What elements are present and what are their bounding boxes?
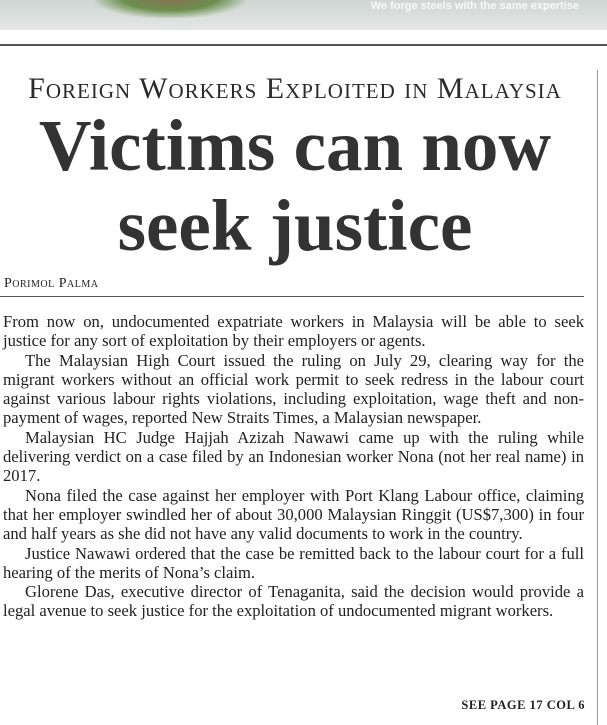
byline-divider xyxy=(0,296,584,297)
advertisement-teaser: We forge steels with the same expertise xyxy=(370,0,579,12)
paragraph: The Malaysian High Court issued the ruling on July 29, clearing way for the migrant workers without an official work permit to seek redress in the labour court against various labour rights violations, including exploitation, wage theft and non-payment of wages, reported New Straits Times, a Malaysian newspaper. xyxy=(3,350,584,428)
column-divider xyxy=(597,70,598,725)
paragraph: From now on, undocumented expatriate workers in Malaysia will be able to seek justice for any sort of exploitation by their employers or agents. xyxy=(3,312,584,351)
paragraph: Justice Nawawi ordered that the case be remitted back to the labour court for a full hearing of the merits of Nona’s claim. xyxy=(3,543,584,582)
advertisement-photo xyxy=(95,0,245,18)
top-photo-strip xyxy=(0,0,607,30)
kicker: Foreign Workers Exploited in Malaysia xyxy=(28,72,562,105)
headline: Victims can now seek justice xyxy=(38,105,552,266)
continuation-reference: SEE PAGE 17 COL 6 xyxy=(461,698,585,712)
top-divider xyxy=(0,44,607,46)
paragraph: Nona filed the case against her employer with Port Klang Labour office, claiming that her employer swindled her of about 30,000 Malaysian Ringgit (US$7,300) in four and half years as she did not have any valid documents to work in the country. xyxy=(3,485,584,544)
article-body xyxy=(3,312,584,621)
paragraph: Glorene Das, executive director of Tenaganita, said the decision would provide a legal avenue to seek justice for the exploitation of undocumented migrant workers. xyxy=(3,582,584,621)
paragraph: Malaysian HC Judge Hajjah Azizah Nawawi came up with the ruling while delivering verdict on a case filed by an Indonesian worker Nona (not her real name) in 2017. xyxy=(3,427,584,486)
byline: Porimol Palma xyxy=(4,276,99,291)
